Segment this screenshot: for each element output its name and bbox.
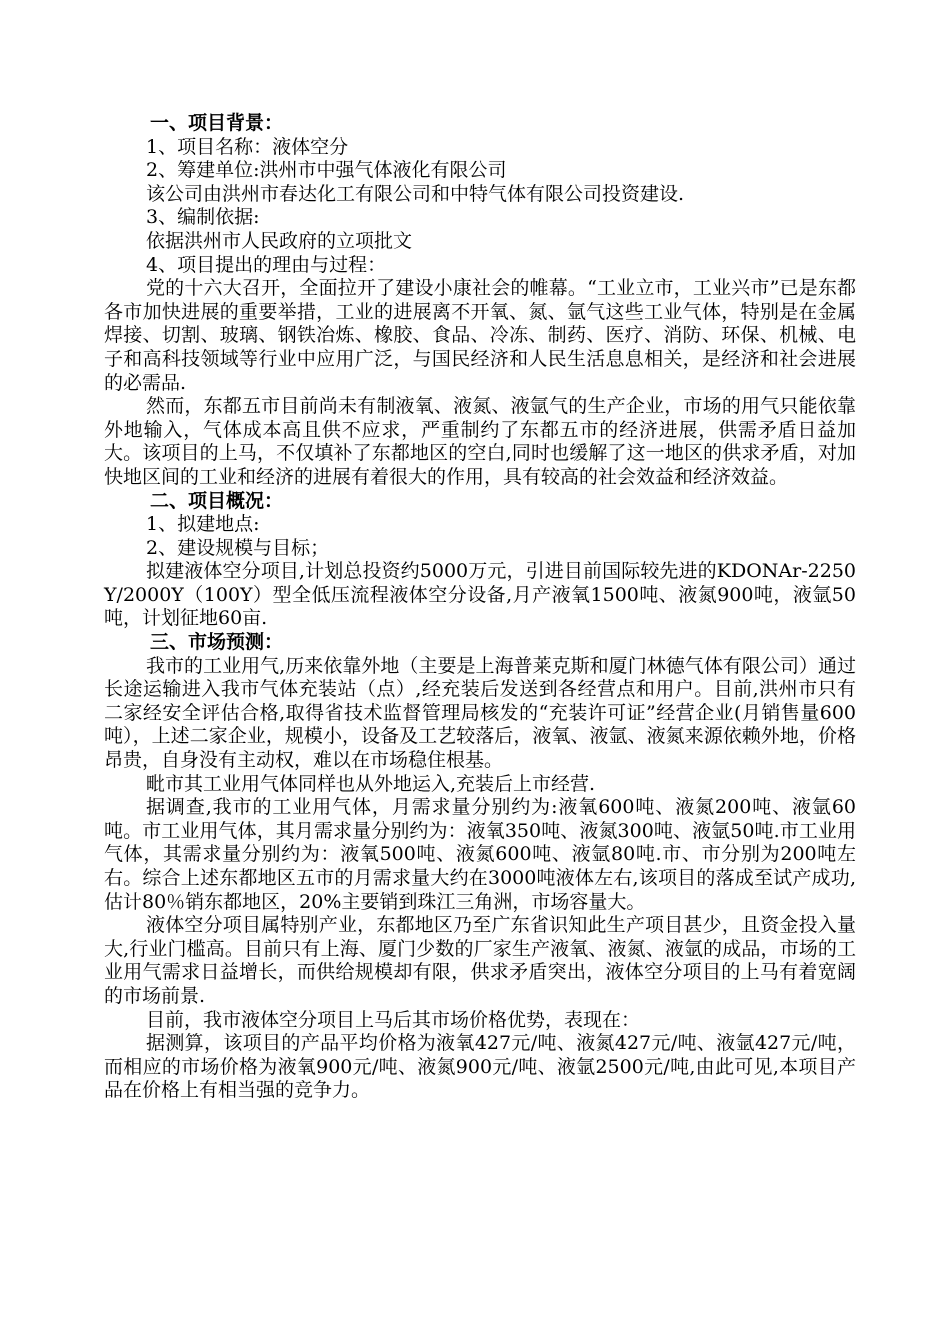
item-location: 1、拟建地点:	[146, 513, 260, 536]
item-reasons: 4、项目提出的理由与过程：	[146, 253, 387, 276]
paragraph-scale: 拟建液体空分项目,计划总投资约5000万元，引进目前国际较先进的KDONAr-2250Y/2000Y（100Y）型全低压流程液体空分设备,月产液氧1500吨、液氮900吨，液氩50吨，计划征地60亩.	[104, 560, 856, 630]
paragraph-market-5: 目前，我市液体空分项目上马后其市场价格优势，表现在：	[146, 1008, 641, 1031]
paragraph-market-1: 我市的工业用气,历来依靠外地（主要是上海普莱克斯和厦门林德气体有限公司）通过长途运输进入我市气体充装站（点）,经充装后发送到各经营点和用户。目前,洪州市只有二家经安全评估合格,取得省技术监督管理局核发的“充装许可证”经营企业(月销售量600吨），上述二家企业，规模小，设备及工艺较落后，液氧、液氩、液氮来源依赖外地，价格昂贵，自身没有主动权，难以在市场稳住根基。	[104, 654, 856, 772]
item-project-name: 1、项目名称：液体空分	[146, 135, 349, 158]
paragraph-market-3: 据调查,我市的工业用气体，月需求量分别约为:液氧600吨、液氮200吨、液氩60吨。市工业用气体，其月需求量分别约为：液氧350吨、液氮300吨、液氩50吨.市工业用气体，其需求量分别约为：液氧500吨、液氮600吨、液氩80吨.市、市分别为200吨左右。综合上述东都地区五市的月需求量大约在3000吨液体左右,该项目的落成至试产成功,估计80％销东都地区，20%主要销到珠江三角洲，市场容量大。	[104, 796, 856, 913]
section-heading-background: 一、项目背景：	[150, 112, 284, 134]
section-heading-market: 三、市场预测：	[150, 631, 284, 654]
paragraph-market-6: 据测算，该项目的产品平均价格为液氧427元/吨、液氮427元/吨、液氩427元/吨，而相应的市场价格为液氧900元/吨、液氮900元/吨、液氩2500元/吨,由此可见,本项目产品在价格上有相当强的竞争力。	[104, 1032, 856, 1102]
document-body	[104, 112, 856, 1103]
item-scale: 2、建设规模与目标；	[146, 536, 330, 559]
basis-text: 依据洪州市人民政府的立项批文	[146, 229, 413, 252]
company-investors: 该公司由洪州市春达化工有限公司和中特气体有限公司投资建设.	[146, 182, 685, 205]
paragraph-market-4: 液体空分项目属特别产业，东都地区乃至广东省识知此生产项目甚少，且资金投入量大,行业门槛高。目前只有上海、厦门少数的厂家生产液氧、液氮、液氩的成品，市场的工业用气需求日益增长，而供给规模却有限，供求矛盾突出，液体空分项目的上马有着宽阔的市场前景.	[104, 914, 856, 1007]
item-basis: 3、编制依据:	[146, 206, 260, 229]
section-heading-overview: 二、项目概况：	[150, 489, 284, 512]
paragraph-reasons-1: 党的十六大召开，全面拉开了建设小康社会的帷幕。“工业立市，工业兴市”已是东都各市加快进展的重要举措，工业的进展离不开氧、氮、氩气这些工业气体，特别是在金属焊接、切割、玻璃、钢铁冶炼、橡胶、食品、冷冻、制药、医疗、消防、环保、机械、电子和高科技领域等行业中应用广泛，与国民经济和人民生活息息相关，是经济和社会进展的必需品.	[104, 277, 856, 394]
paragraph-reasons-2: 然而，东都五市目前尚未有制液氧、液氮、液氩气的生产企业，市场的用气只能依靠外地输入，气体成本高且供不应求，严重制约了东都五市的经济进展，供需矛盾日益加大。该项目的上马，不仅填补了东都地区的空白,同时也缓解了这一地区的供求矛盾，对加快地区间的工业和经济的进展有着很大的作用，具有较高的社会效益和经济效益。	[104, 395, 856, 488]
item-builder: 2、筹建单位:洪州市中强气体液化有限公司	[146, 159, 507, 182]
paragraph-market-2: 毗市其工业用气体同样也从外地运入,充装后上市经营.	[146, 772, 596, 795]
